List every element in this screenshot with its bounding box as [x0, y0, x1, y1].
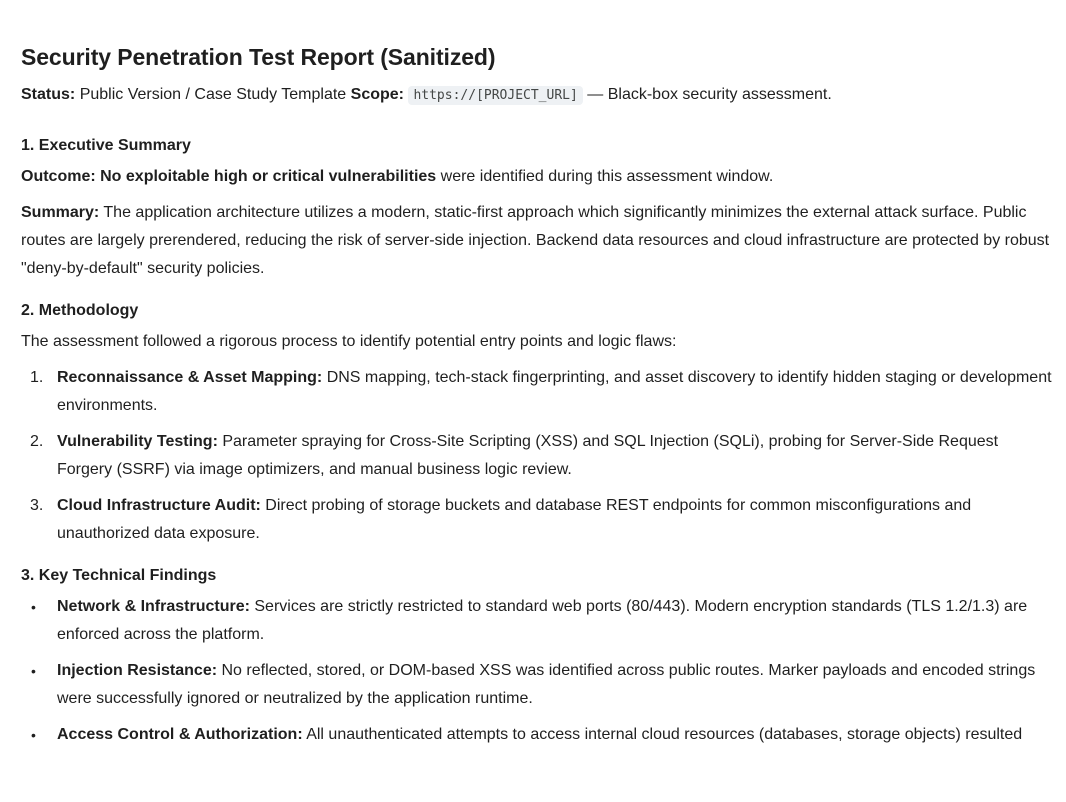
item-label: Reconnaissance & Asset Mapping:: [57, 369, 323, 386]
outcome-paragraph: [21, 163, 1057, 191]
findings-list: [21, 593, 1057, 749]
bullet-icon: •: [31, 727, 36, 743]
item-text: Parameter spraying for Cross-Site Scripting (XSS) and SQL Injection (SQLi), probing for Server-Side Request Forgery (SSRF) via image optimizers, and manual business logic review.: [57, 433, 999, 478]
methodology-item: [21, 364, 1057, 420]
item-label: Cloud Infrastructure Audit:: [57, 497, 261, 514]
methodology-item: [21, 428, 1057, 484]
methodology-list: [21, 364, 1057, 548]
findings-heading: 3. Key Technical Findings: [21, 567, 217, 584]
methodology-heading: 2. Methodology: [21, 302, 139, 319]
methodology-section: [21, 301, 1057, 548]
summary-text: The application architecture utilizes a modern, static-first approach which significantly minimizes the external attack surface. Public routes are largely prerendered, reducing the risk of server-side injection. Backend data resources and cloud infrastructure are protected by robust "deny-by-default" security policies.: [21, 204, 1050, 277]
status-line: [21, 81, 1057, 110]
scope-label: Scope:: [350, 86, 404, 103]
item-text: DNS mapping, tech-stack fingerprinting, and asset discovery to identify hidden staging or development environments.: [57, 369, 1052, 414]
summary-paragraph: [21, 199, 1057, 283]
methodology-item: [21, 492, 1057, 548]
executive-summary-section: [21, 136, 1057, 283]
finding-item: [21, 593, 1057, 649]
item-label: Network & Infrastructure:: [57, 598, 250, 615]
scope-url-code: https://[PROJECT_URL]: [408, 86, 582, 105]
executive-summary-heading: 1. Executive Summary: [21, 137, 191, 154]
scope-description: — Black-box security assessment.: [582, 86, 832, 103]
status-label: Status:: [21, 86, 76, 103]
bullet-icon: •: [31, 663, 36, 679]
bullet-icon: •: [31, 599, 36, 615]
methodology-intro: The assessment followed a rigorous process to identify potential entry points and logic flaws:: [21, 333, 677, 350]
item-label: Injection Resistance:: [57, 662, 218, 679]
item-text: Services are strictly restricted to standard web ports (80/443). Modern encryption standards (TLS 1.2/1.3) are enforced across the platform.: [57, 598, 1028, 643]
list-number: 3.: [30, 497, 44, 514]
outcome-text: were identified during this assessment window.: [436, 168, 774, 185]
outcome-label: Outcome: No exploitable high or critical vulnerabilities: [21, 168, 437, 185]
summary-label: Summary:: [21, 204, 100, 221]
item-text: Direct probing of storage buckets and database REST endpoints for common misconfigurations and unauthorized data exposure.: [57, 497, 972, 542]
finding-item: [21, 657, 1057, 713]
item-label: Vulnerability Testing:: [57, 433, 218, 450]
finding-item: [21, 721, 1057, 749]
item-label: Access Control & Authorization:: [57, 726, 303, 743]
page-title: Security Penetration Test Report (Sanitized): [21, 44, 496, 70]
findings-section: [21, 566, 1057, 749]
list-number: 1.: [30, 369, 44, 386]
status-value: Public Version / Case Study Template: [79, 86, 347, 103]
item-text: All unauthenticated attempts to access internal cloud resources (databases, storage objects) resulted: [302, 726, 1023, 743]
list-number: 2.: [30, 433, 44, 450]
item-text: No reflected, stored, or DOM-based XSS was identified across public routes. Marker payloads and encoded strings were successfully ignored or neutralized by the application runtime.: [57, 662, 1036, 707]
